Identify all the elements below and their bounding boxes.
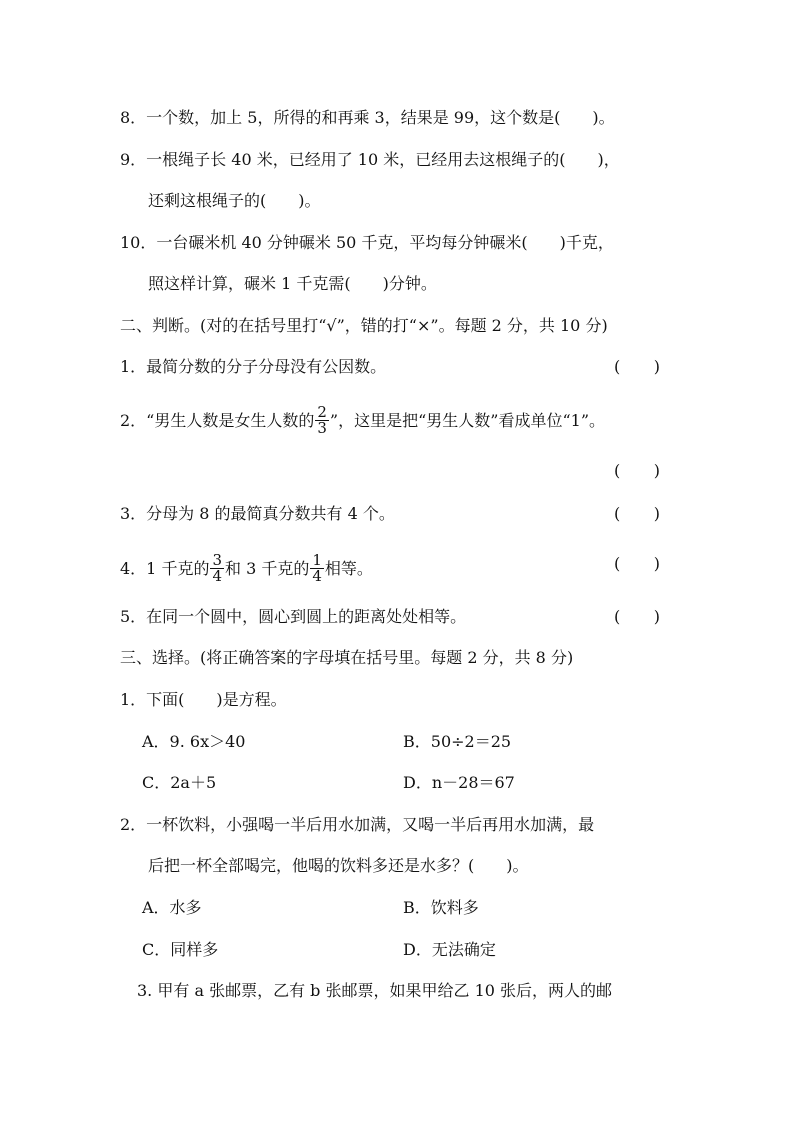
choice-section-heading: 三、选择。(将正确答案的字母填在括号里。每题 2 分，共 8 分) (120, 648, 574, 667)
paren-close: ) (653, 357, 660, 376)
paren-close: ) (653, 554, 660, 573)
paren-open: ( (614, 357, 621, 376)
choice-2-option-b: B．饮料多 (403, 898, 479, 917)
fraction-two-thirds (315, 405, 329, 436)
judge-item-4 (120, 551, 373, 585)
fraction-one-quarter (310, 553, 324, 584)
choice-question-3-line-1: 3. 甲有 a 张邮票，乙有 b 张邮票，如果甲给乙 10 张后，两人的邮 (137, 981, 613, 1000)
question-9-line-1: 9．一根绳子长 40 米，已经用了 10 米，已经用去这根绳子的( )， (120, 150, 620, 169)
paren-close: ) (653, 504, 660, 523)
judge-item-4-answer-parens (614, 554, 660, 573)
judge-item-4-text-after: 相等。 (324, 559, 373, 578)
choice-1-option-b: B．50÷2＝25 (403, 732, 512, 751)
paren-close: ) (653, 607, 660, 626)
judge-item-5-answer-parens (614, 607, 660, 626)
judge-item-4-text-before: 4．1 千克的 (120, 559, 210, 578)
judge-item-4-text-mid: 和 3 千克的 (225, 559, 310, 578)
paren-open: ( (614, 504, 621, 523)
question-9-line-2: 还剩这根绳子的( )。 (148, 191, 321, 210)
judge-item-2-answer-parens (614, 461, 660, 480)
paren-open: ( (614, 607, 621, 626)
choice-2-option-c: C．同样多 (142, 940, 219, 959)
question-10-line-2: 照这样计算，碾米 1 千克需( )分钟。 (148, 274, 437, 293)
judge-item-1: 1．最简分数的分子分母没有公因数。 (120, 357, 387, 376)
fraction-numerator: 3 (212, 551, 222, 569)
question-10-line-1: 10．一台碾米机 40 分钟碾米 50 千克，平均每分钟碾米( )千克， (120, 233, 614, 252)
choice-1-option-a: A．9. 6x＞40 (142, 732, 246, 751)
fraction-denominator: 3 (317, 419, 327, 437)
judge-item-3: 3．分母为 8 的最简真分数共有 4 个。 (120, 504, 395, 523)
choice-1-option-d: D．n－28＝67 (403, 773, 515, 792)
choice-question-1: 1．下面( )是方程。 (120, 690, 287, 709)
paren-open: ( (614, 461, 621, 480)
judge-item-3-answer-parens (614, 504, 660, 523)
fraction-numerator: 2 (317, 403, 327, 421)
choice-1-option-c: C．2a＋5 (142, 773, 217, 792)
judge-item-5: 5．在同一个圆中，圆心到圆上的距离处处相等。 (120, 607, 467, 626)
choice-2-option-a: A．水多 (142, 898, 202, 917)
choice-2-option-d: D．无法确定 (403, 940, 496, 959)
choice-question-2-line-2: 后把一杯全部喝完，他喝的饮料多还是水多？( )。 (148, 856, 529, 875)
choice-question-2-line-1: 2．一杯饮料，小强喝一半后用水加满，又喝一半后再用水加满，最 (120, 815, 595, 834)
fraction-denominator: 4 (212, 567, 222, 585)
judge-item-2-text-before: 2．“男生人数是女生人数的 (120, 411, 315, 430)
fraction-three-quarters (210, 553, 224, 584)
question-8: 8．一个数，加上 5，所得的和再乘 3，结果是 99，这个数是( )。 (120, 108, 615, 127)
judge-item-1-answer-parens (614, 357, 660, 376)
judge-item-2 (120, 403, 606, 437)
paren-close: ) (653, 461, 660, 480)
paren-open: ( (614, 554, 621, 573)
judge-item-2-text-after: ”，这里是把“男生人数”看成单位“1”。 (329, 411, 606, 430)
fraction-numerator: 1 (312, 551, 322, 569)
judge-section-heading: 二、判断。(对的在括号里打“√”，错的打“×”。每题 2 分，共 10 分) (120, 316, 608, 335)
fraction-denominator: 4 (312, 567, 322, 585)
